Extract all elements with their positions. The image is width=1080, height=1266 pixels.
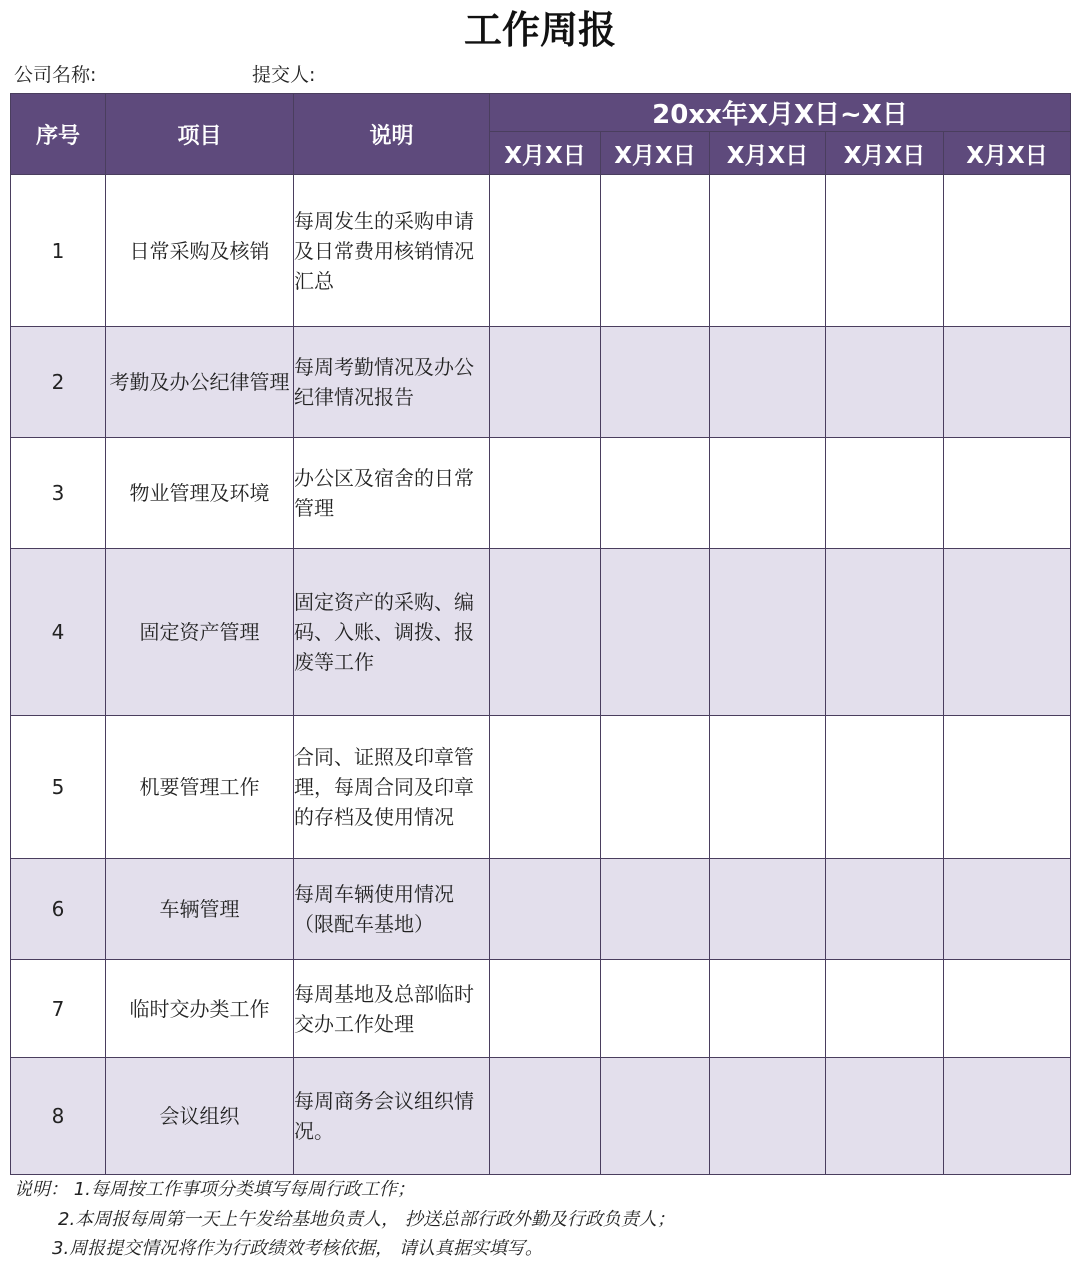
row-number: 2: [11, 327, 106, 438]
row-item: 会议组织: [106, 1058, 294, 1175]
row-description: 每周发生的采购申请及日常费用核销情况汇总: [294, 175, 490, 327]
day-cell[interactable]: [710, 438, 826, 549]
row-description: 每周考勤情况及办公纪律情况报告: [294, 327, 490, 438]
submitter-label: 提交人:: [252, 64, 316, 86]
day-cell[interactable]: [944, 175, 1071, 327]
row-number: 4: [11, 549, 106, 716]
day-cell[interactable]: [826, 1058, 944, 1175]
day-cell[interactable]: [944, 859, 1071, 960]
day-cell[interactable]: [490, 960, 601, 1058]
day-cell[interactable]: [944, 1058, 1071, 1175]
day-cell[interactable]: [601, 1058, 710, 1175]
row-item: 机要管理工作: [106, 716, 294, 859]
row-item: 临时交办类工作: [106, 960, 294, 1058]
company-name-label: 公司名称:: [14, 64, 97, 86]
table-row: [11, 175, 1071, 327]
day-cell[interactable]: [944, 438, 1071, 549]
day-cell[interactable]: [826, 175, 944, 327]
table-row: [11, 1058, 1071, 1175]
day-cell[interactable]: [490, 549, 601, 716]
footer-note-2: 2.本周报每周第一天上午发给基地负责人， 抄送总部行政外勤及行政负责人；: [58, 1209, 675, 1230]
header-day-4: X月X日: [826, 132, 944, 175]
day-cell[interactable]: [490, 438, 601, 549]
row-item: 车辆管理: [106, 859, 294, 960]
header-day-1: X月X日: [490, 132, 601, 175]
day-cell[interactable]: [490, 716, 601, 859]
row-number: 8: [11, 1058, 106, 1175]
day-cell[interactable]: [490, 327, 601, 438]
table-row: [11, 438, 1071, 549]
day-cell[interactable]: [490, 175, 601, 327]
day-cell[interactable]: [490, 1058, 601, 1175]
day-cell[interactable]: [710, 327, 826, 438]
footer-note-1: 说明： 1.每周按工作事项分类填写每周行政工作；: [14, 1179, 415, 1200]
row-number: 1: [11, 175, 106, 327]
weekly-report-table: [10, 93, 1071, 1175]
row-description: 办公区及宿舍的日常管理: [294, 438, 490, 549]
day-cell[interactable]: [601, 438, 710, 549]
row-description: 合同、证照及印章管理，每周合同及印章的存档及使用情况: [294, 716, 490, 859]
table-row: [11, 327, 1071, 438]
table-row: [11, 549, 1071, 716]
day-cell[interactable]: [601, 960, 710, 1058]
header-week-range: 20xx年X月X日~X日: [490, 94, 1071, 132]
day-cell[interactable]: [826, 549, 944, 716]
row-item: 物业管理及环境: [106, 438, 294, 549]
day-cell[interactable]: [710, 1058, 826, 1175]
day-cell[interactable]: [826, 960, 944, 1058]
row-description: 固定资产的采购、编码、入账、调拨、报废等工作: [294, 549, 490, 716]
page-title: 工作周报: [463, 8, 616, 52]
day-cell[interactable]: [826, 859, 944, 960]
table-row: [11, 960, 1071, 1058]
day-cell[interactable]: [601, 327, 710, 438]
table-row: [11, 716, 1071, 859]
day-cell[interactable]: [710, 175, 826, 327]
day-cell[interactable]: [601, 549, 710, 716]
day-cell[interactable]: [710, 859, 826, 960]
row-number: 5: [11, 716, 106, 859]
row-description: 每周商务会议组织情况。: [294, 1058, 490, 1175]
day-cell[interactable]: [944, 327, 1071, 438]
header-day-2: X月X日: [601, 132, 710, 175]
day-cell[interactable]: [710, 716, 826, 859]
footer-note-3: 3.周报提交情况将作为行政绩效考核依据， 请认真据实填写。: [52, 1238, 543, 1259]
row-number: 3: [11, 438, 106, 549]
table-row: [11, 859, 1071, 960]
day-cell[interactable]: [826, 438, 944, 549]
day-cell[interactable]: [826, 327, 944, 438]
row-number: 7: [11, 960, 106, 1058]
day-cell[interactable]: [710, 960, 826, 1058]
header-day-3: X月X日: [710, 132, 826, 175]
row-description: 每周基地及总部临时交办工作处理: [294, 960, 490, 1058]
day-cell[interactable]: [490, 859, 601, 960]
day-cell[interactable]: [710, 549, 826, 716]
day-cell[interactable]: [944, 960, 1071, 1058]
row-description: 每周车辆使用情况（限配车基地）: [294, 859, 490, 960]
header-day-5: X月X日: [944, 132, 1071, 175]
day-cell[interactable]: [601, 859, 710, 960]
row-item: 日常采购及核销: [106, 175, 294, 327]
header-seq: 序号: [11, 94, 106, 175]
day-cell[interactable]: [601, 716, 710, 859]
day-cell[interactable]: [944, 549, 1071, 716]
day-cell[interactable]: [601, 175, 710, 327]
day-cell[interactable]: [826, 716, 944, 859]
day-cell[interactable]: [944, 716, 1071, 859]
row-item: 固定资产管理: [106, 549, 294, 716]
row-item: 考勤及办公纪律管理: [106, 327, 294, 438]
row-number: 6: [11, 859, 106, 960]
header-item: 项目: [106, 94, 294, 175]
header-desc: 说明: [294, 94, 490, 175]
